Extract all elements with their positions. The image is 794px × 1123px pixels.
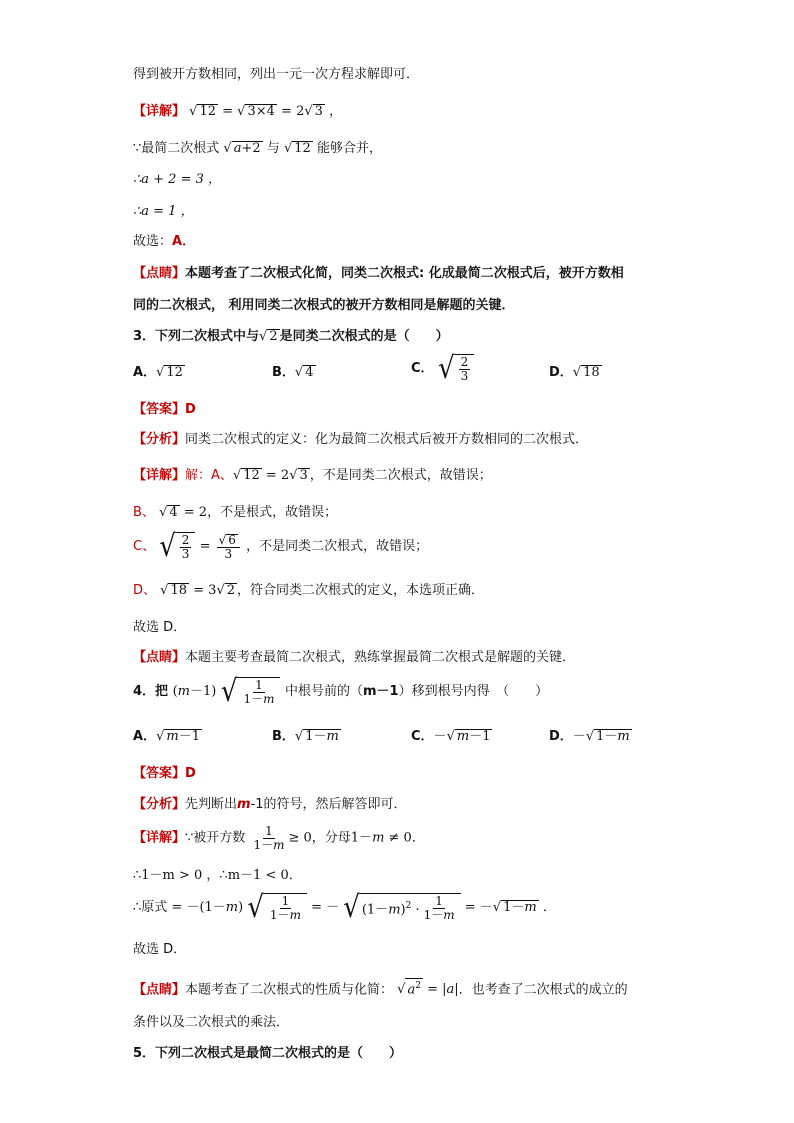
detail-line: 【详解】∵被开方数 $\frac{1}{1-m}$ ≥ 0，分母1－m ≠ 0． bbox=[133, 824, 425, 852]
analysis-line: 【分析】同类二次根式的定义：化为最简二次根式后被开方数相同的二次根式． bbox=[133, 432, 589, 447]
q4-option-b: B．√ 1－m bbox=[272, 729, 339, 744]
text-line: 故选：A． bbox=[133, 234, 196, 249]
q3-option-a: A．√ 12 bbox=[133, 365, 183, 380]
point-line: 【点睛】本题考查了二次根式化简，同类二次根式: 化成最简二次根式后，被开方数相 bbox=[133, 266, 624, 281]
text-line: 得到被开方数相同，列出一元一次方程求解即可． bbox=[133, 67, 420, 82]
detail-line: C、 √ $\frac{2}{3}$ = $\frac{√ 6}{3}$ ，不是同类二次根式，故错误； bbox=[133, 529, 429, 565]
point-line: 【点睛】本题主要考查最简二次根式，熟练掌握最简二次根式是解题的关键． bbox=[133, 650, 576, 665]
question-4: 4．把 (m－1) √ $\frac{1}{1-m}$ 中根号前的（m－1）移到根号内得 （ ） bbox=[133, 674, 549, 710]
point-line: 【点睛】本题考查了二次根式的性质与化简： √ $a^2 = |a|$．也考查了二次根式的成立的 bbox=[133, 978, 628, 999]
q4-option-d: D．－√ 1－m bbox=[549, 729, 630, 744]
detail-line: 【详解】解：A、√ 12 = 2√ 3 ，不是同类二次根式，故错误； bbox=[133, 468, 492, 483]
q3-option-c: C． √ $\frac{2}{3}$ bbox=[411, 354, 474, 384]
math-line: ∴1－m > 0 ，∴m－1 < 0． bbox=[133, 868, 302, 883]
analysis-line: 【分析】先判断出m-1的符号，然后解答即可． bbox=[133, 797, 407, 812]
q3-option-b: B．√ 4 bbox=[272, 365, 314, 380]
text-line: 故选 D． bbox=[133, 620, 187, 635]
detail-line: D、 √ 18 = 3√ 2 ，符合同类二次根式的定义，本选项正确． bbox=[133, 583, 485, 598]
question-5: 5．下列二次根式是最简二次根式的是（ ） bbox=[133, 1046, 403, 1061]
detail-tag: 【详解】 bbox=[133, 104, 186, 119]
text-line: 条件以及二次根式的乘法． bbox=[133, 1015, 290, 1030]
q4-option-a: A．√ m－1 bbox=[133, 729, 200, 744]
detail-line: 【详解】 √ 12 = √ 3×4 = 2√ 3 ， bbox=[133, 104, 343, 119]
math-line: ∴原式 = －(1－m) √ $\frac{1}{1-m}$ = － √ $(1-m)^2$ · $\frac{1}{1-m}$ = －√ 1－m ． bbox=[133, 890, 556, 926]
text-line: ∵最简二次根式 √ a+2 与 √ 12 能够合并， bbox=[133, 141, 382, 156]
point-tag: 【点睛】 bbox=[133, 266, 186, 281]
text-line: 同的二次根式， 利用同类二次根式的被开方数相同是解题的关键． bbox=[133, 298, 515, 313]
math-line: ∴a = 1 ， bbox=[133, 204, 194, 219]
q4-option-c: C．－√ m－1 bbox=[411, 729, 491, 744]
answer-line: 【答案】D bbox=[133, 766, 196, 781]
text-line: 故选 D． bbox=[133, 942, 187, 957]
math-line: ∴a + 2 = 3 ， bbox=[133, 172, 222, 187]
q3-option-d: D．√ 18 bbox=[549, 365, 600, 380]
detail-line: B、 √ 4 = 2，不是根式，故错误； bbox=[133, 505, 338, 520]
question-3: 3．下列二次根式中与√ 2 是同类二次根式的是（ ） bbox=[133, 329, 449, 344]
answer-line: 【答案】D bbox=[133, 402, 196, 417]
